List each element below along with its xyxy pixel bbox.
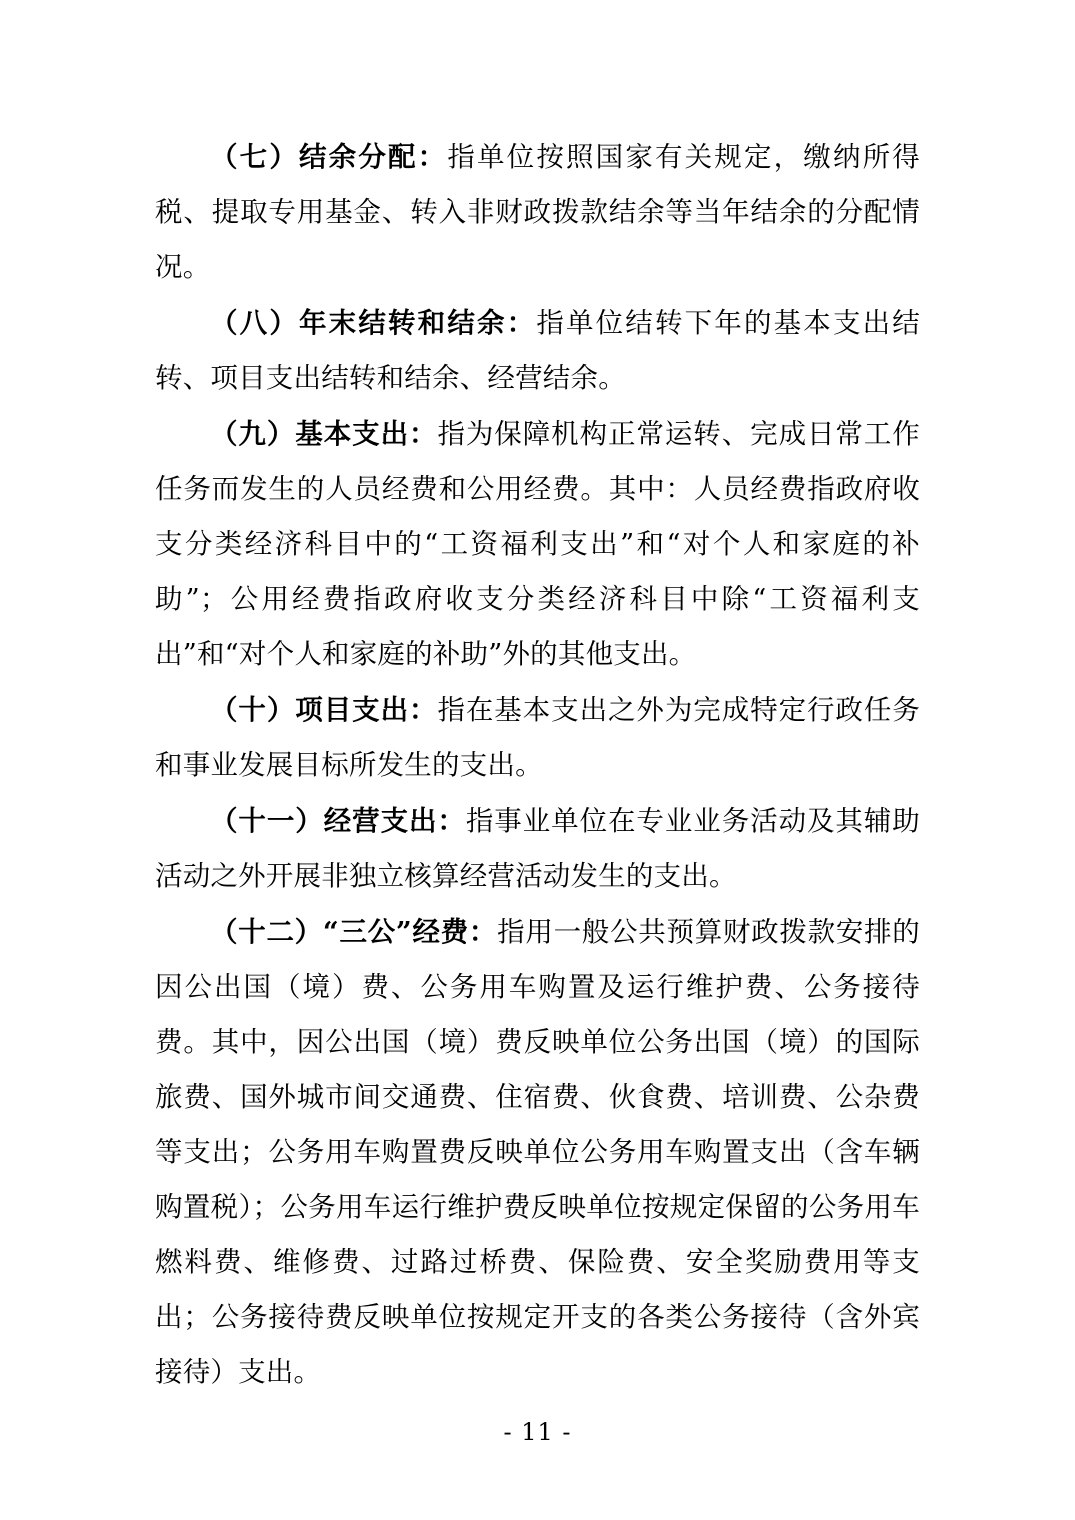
paragraph-item-12 bbox=[155, 905, 920, 1400]
term-text-item-12: 指用一般公共预算财政拨款安排的因公出国（境）费、公务用车购置及运行维护费、公务接待费。其中，因公出国（境）费反映单位公务出国（境）的国际旅费、国外城市间交通费、住宿费、伙食费、培训费、公杂费等支出；公务用车购置费反映单位公务用车购置支出（含车辆购置税）；公务用车运行维护费反映单位按规定保留的公务用车燃料费、维修费、过路过桥费、保险费、安全奖励费用等支出；公务接待费反映单位按规定开支的各类公务接待（含外宾接待）支出。 bbox=[155, 916, 920, 1388]
term-label-item-9: （九）基本支出： bbox=[210, 418, 438, 450]
paragraph-item-7 bbox=[155, 130, 920, 295]
term-label-item-11: （十一）经营支出： bbox=[210, 805, 466, 837]
term-text-item-8: 指单位结转下年的基本支出结转、项目支出结转和结余、经营结余。 bbox=[155, 307, 920, 394]
term-text-item-7: 指单位按照国家有关规定，缴纳所得税、提取专用基金、转入非财政拨款结余等当年结余的分配情况。 bbox=[155, 141, 920, 283]
term-label-item-12: （十二）“三公”经费： bbox=[210, 916, 498, 948]
term-text-item-9: 指为保障机构正常运转、完成日常工作任务而发生的人员经费和公用经费。其中：人员经费指政府收支分类经济科目中的“工资福利支出”和“对个人和家庭的补助”；公用经费指政府收支分类经济科目中除“工资福利支出”和“对个人和家庭的补助”外的其他支出。 bbox=[155, 418, 920, 670]
term-text-item-10: 指在基本支出之外为完成特定行政任务和事业发展目标所发生的支出。 bbox=[155, 694, 920, 781]
term-label-item-8: （八）年末结转和结余： bbox=[210, 307, 537, 339]
document-body bbox=[155, 130, 920, 1400]
paragraph-item-9 bbox=[155, 407, 920, 682]
page-number: - 11 - bbox=[503, 1418, 572, 1446]
paragraph-item-8 bbox=[155, 296, 920, 406]
term-label-item-10: （十）项目支出： bbox=[210, 694, 438, 726]
paragraph-item-11 bbox=[155, 794, 920, 904]
term-label-item-7: （七）结余分配： bbox=[210, 141, 448, 173]
paragraph-item-10 bbox=[155, 683, 920, 793]
term-text-item-11: 指事业单位在专业业务活动及其辅助活动之外开展非独立核算经营活动发生的支出。 bbox=[155, 805, 920, 892]
